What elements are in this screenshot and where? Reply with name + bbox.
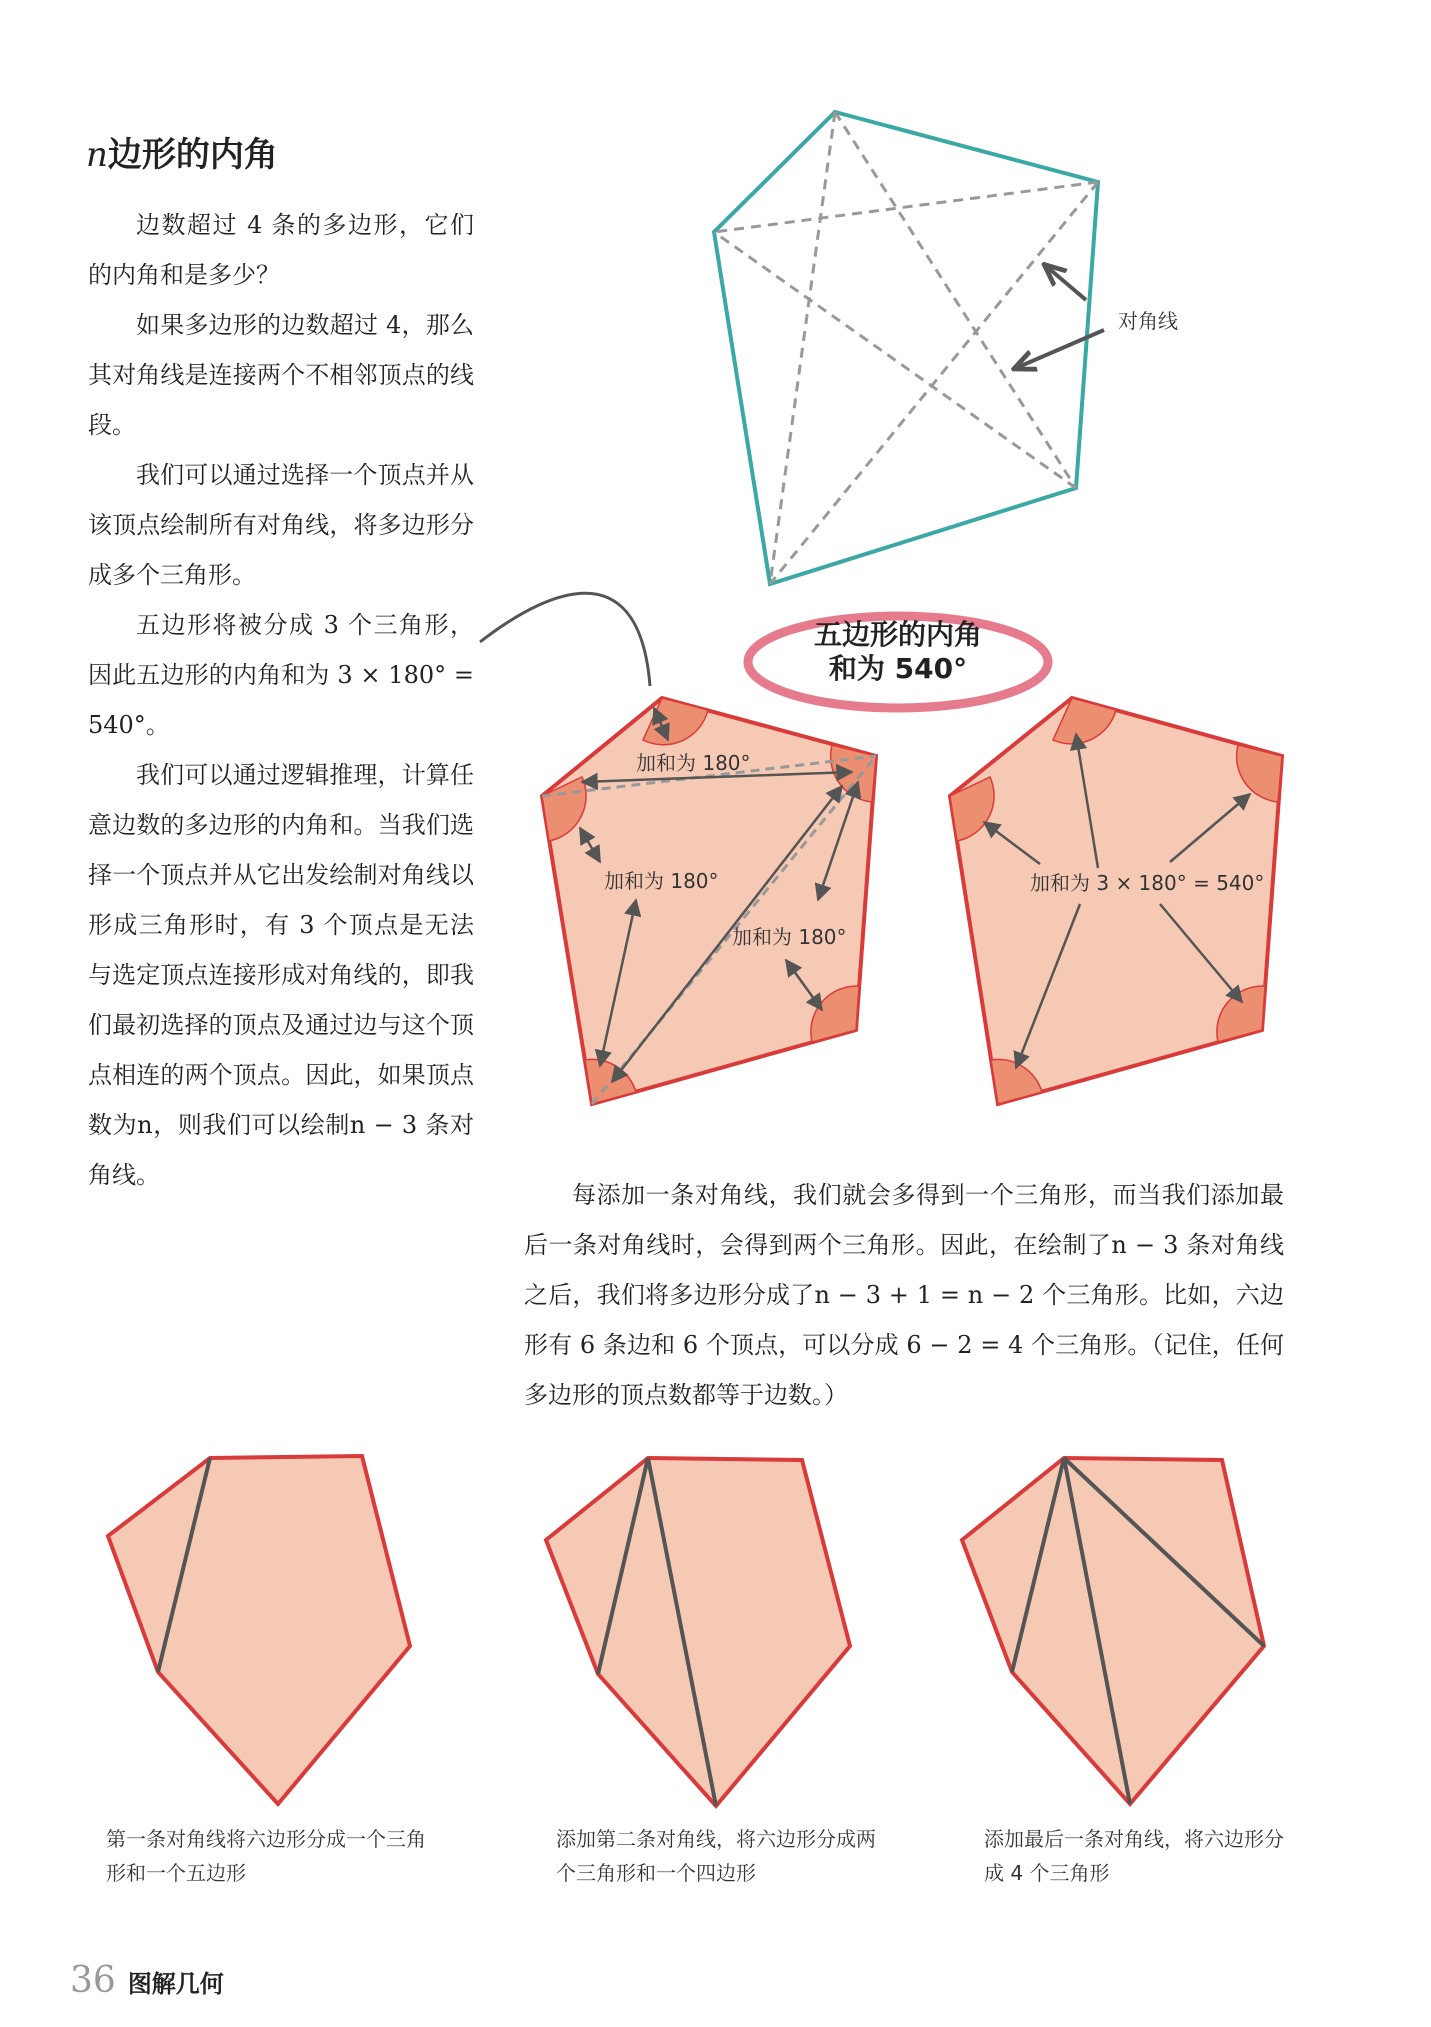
diagonal-label: 对角线 xyxy=(1118,309,1178,333)
paragraph: 我们可以通过逻辑推理，计算任意边数的多边形的内角和。当我们选择一个顶点并从它出发绘制对角线以形成三角形时，有 3 个顶点是无法与选定顶点连接形成对角线的，即我们最初选择的顶点及通过边与这个顶点相连的两个顶点。因此，如果顶点数为n，则我们可以绘制n − 3 条对角线。 xyxy=(88,761,474,1189)
caption-step-1: 第一条对角线将六边形分成一个三角形和一个五边形 xyxy=(106,1827,426,1885)
diagonal-arrow xyxy=(1016,330,1104,368)
pentagon-sum-figure xyxy=(950,698,1282,1104)
diagonal-arrow xyxy=(1046,266,1086,300)
paragraph: 每添加一条对角线，我们就会多得到一个三角形，而当我们添加最后一条对角线时，会得到两个三角形。因此，在绘制了n − 3 条对角线之后，我们将多边形分成了n − 3 + 1 = n − 2 个三角形。比如，六边形有 6 条边和 6 个顶点，可以分成 6 − 2 = 4 个三角形。（记住，任何多边形的顶点数都等于边数。） xyxy=(524,1181,1284,1409)
pentagon-diagonals-figure xyxy=(714,112,1178,584)
sum-label: 加和为 180° xyxy=(604,869,719,893)
paragraph: 如果多边形的边数超过 4，那么其对角线是连接两个不相邻顶点的线段。 xyxy=(88,311,474,439)
diagonal-lines xyxy=(714,112,1098,584)
bubble-line: 五边形的内角 xyxy=(813,618,982,651)
caption-step-2: 添加第二条对角线，将六边形分成两个三角形和一个四边形 xyxy=(556,1827,876,1885)
paragraph: 边数超过 4 条的多边形，它们的内角和是多少？ xyxy=(88,211,474,289)
hexagon-step-3 xyxy=(962,1458,1264,1804)
caption-step-3: 添加最后一条对角线，将六边形分成 4 个三角形 xyxy=(984,1827,1284,1885)
paragraph: 五边形将被分成 3 个三角形，因此五边形的内角和为 3 × 180° = 540°。 xyxy=(88,611,474,739)
sum-label: 加和为 180° xyxy=(636,751,751,775)
bubble-label xyxy=(778,618,1018,686)
red-pentagon xyxy=(950,698,1282,1104)
page-footer xyxy=(70,1960,224,2001)
right-column-text xyxy=(524,1170,1284,1420)
paragraph: 我们可以通过选择一个顶点并从该顶点绘制所有对角线，将多边形分成多个三角形。 xyxy=(88,461,474,589)
sum-label: 加和为 180° xyxy=(732,925,847,949)
title-text: 边形的内角 xyxy=(107,134,278,175)
connector-curve xyxy=(480,593,650,686)
hexagon-step-1 xyxy=(108,1456,410,1804)
bubble-line: 和为 540° xyxy=(828,652,968,685)
pentagon-triangles-figure xyxy=(542,698,876,1104)
title-variable: n xyxy=(86,134,108,175)
book-title: 图解几何 xyxy=(127,1970,224,1998)
page-number: 36 xyxy=(70,1960,116,2001)
hexagon-step-2 xyxy=(546,1458,850,1806)
teal-pentagon xyxy=(714,112,1098,584)
sum-label: 加和为 3 × 180° = 540° xyxy=(1030,871,1265,895)
